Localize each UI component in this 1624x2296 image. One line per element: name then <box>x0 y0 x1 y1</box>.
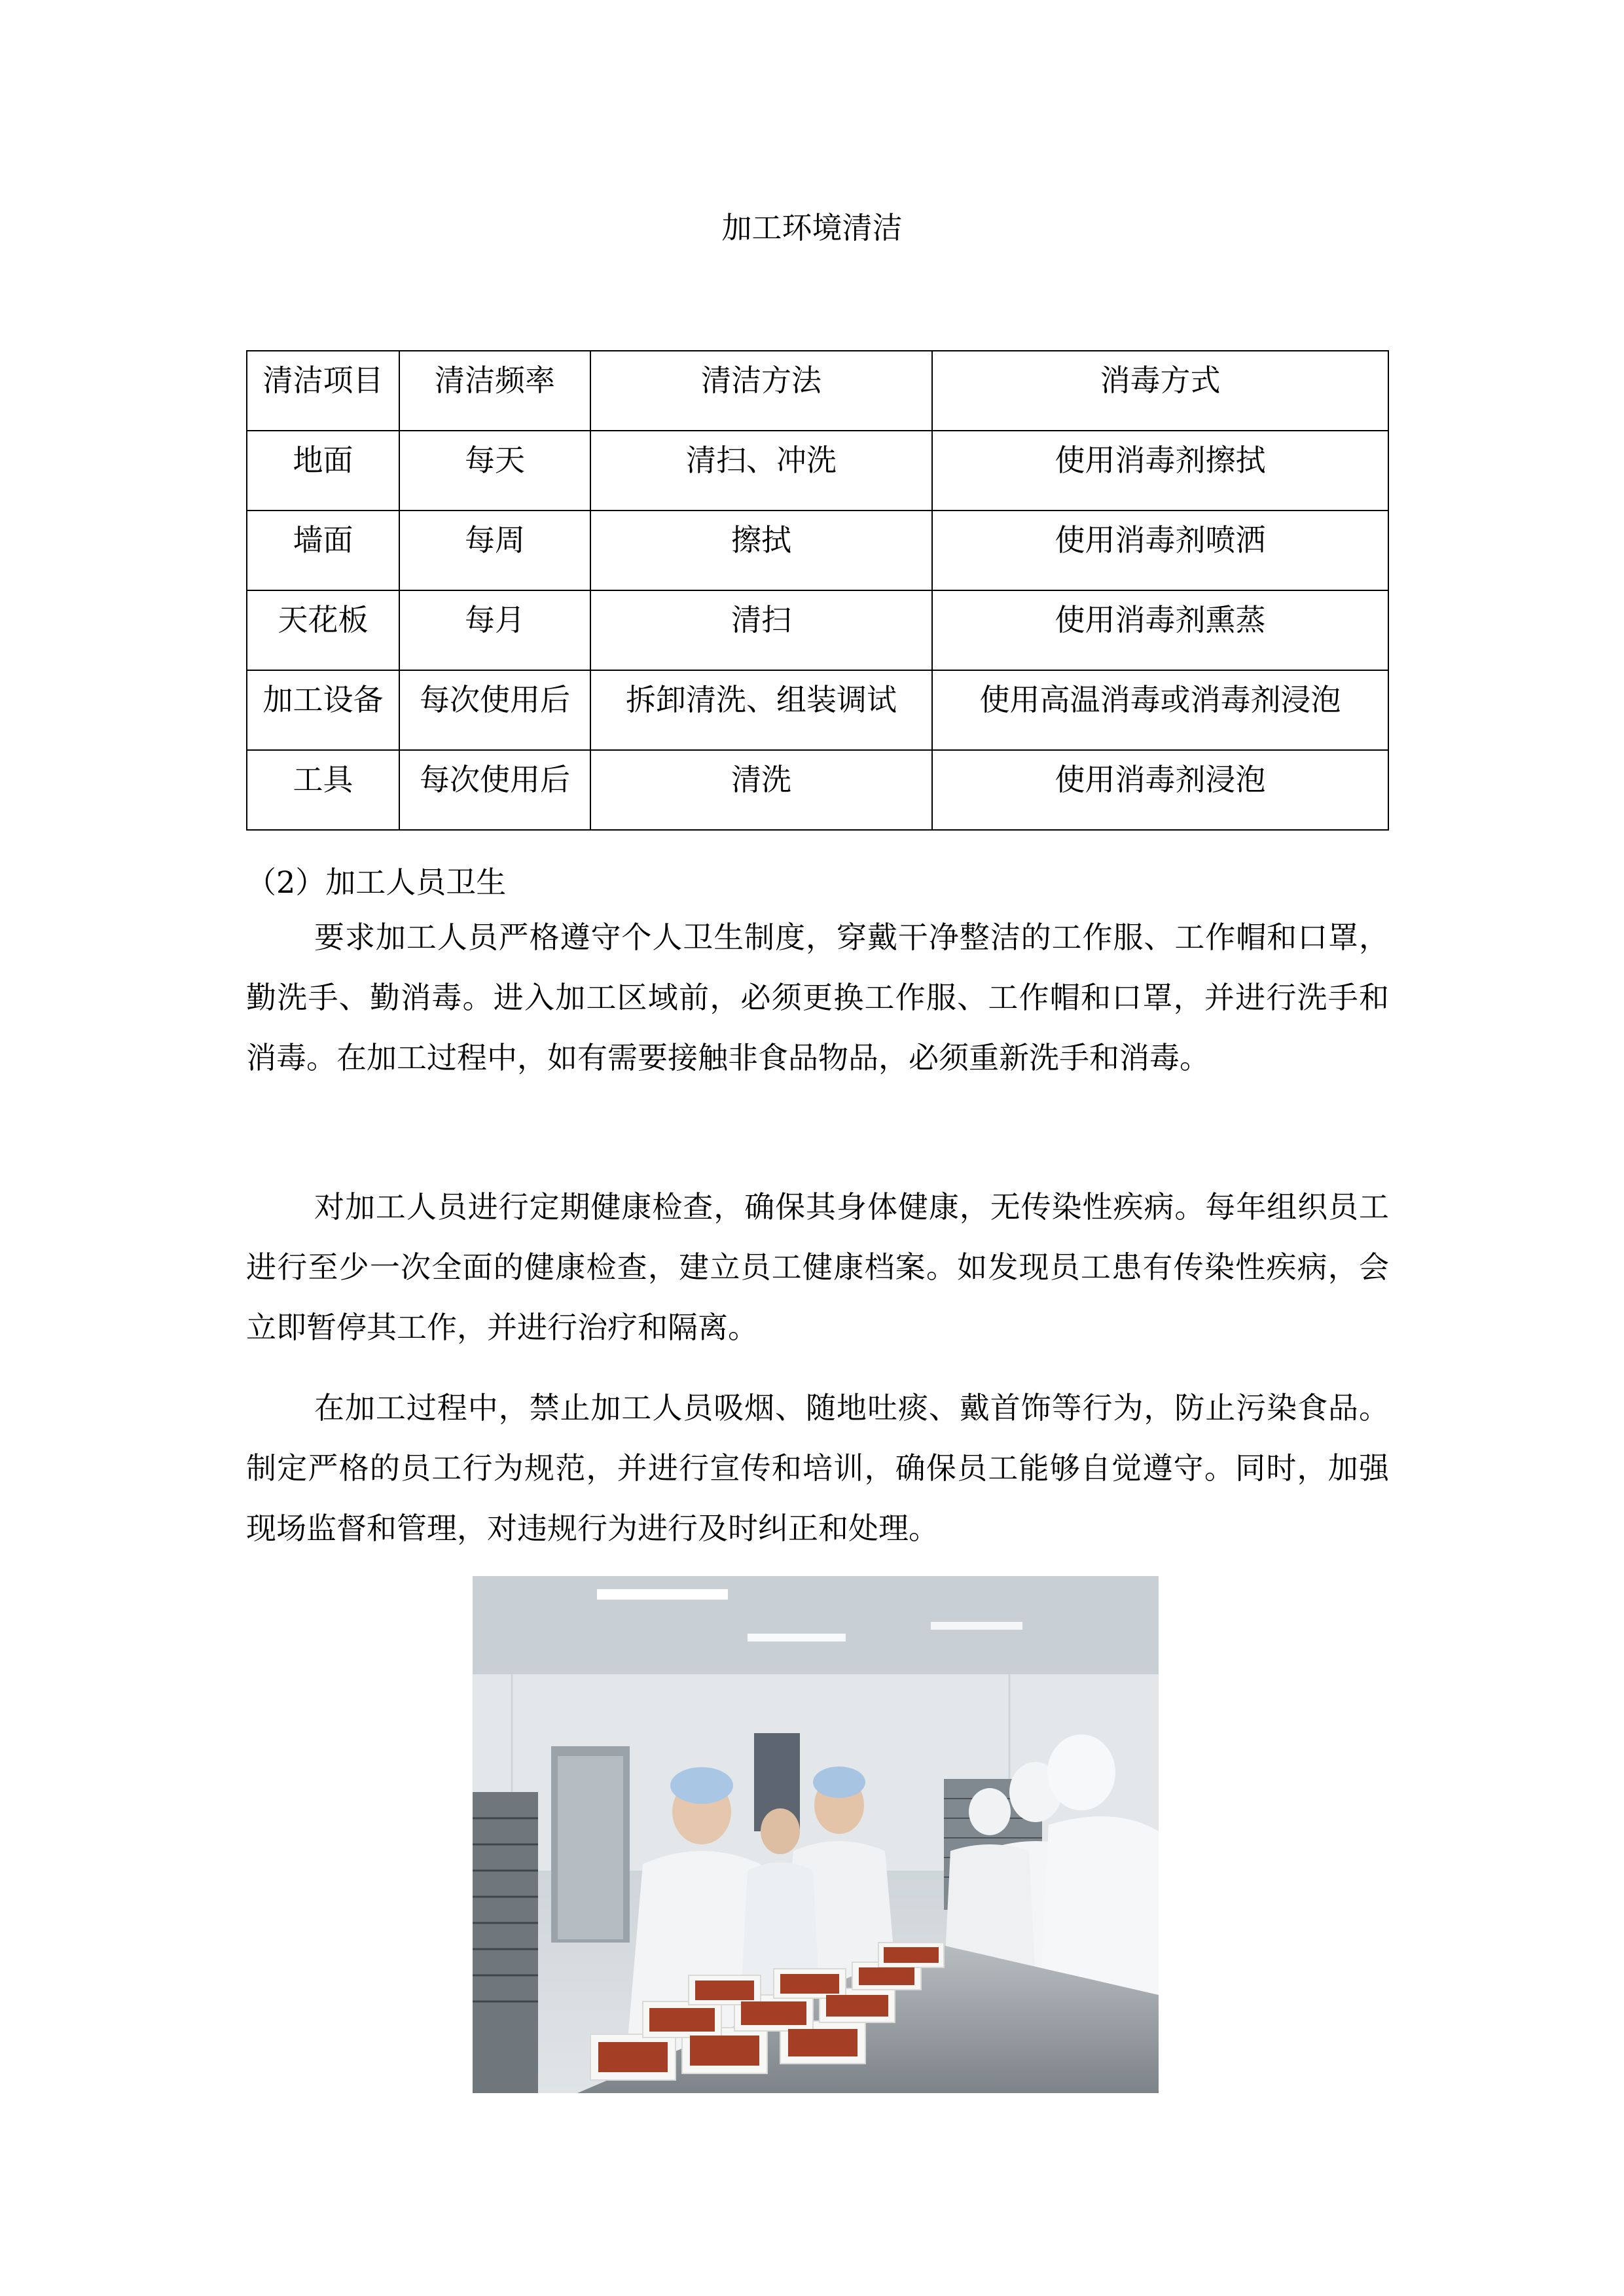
food-processing-photo <box>473 1576 1159 2093</box>
table-cell: 使用高温消毒或消毒剂浸泡 <box>932 670 1388 750</box>
table-cell: 每周 <box>399 511 590 590</box>
table-cell: 清洗 <box>590 750 932 830</box>
paragraph: 要求加工人员严格遵守个人卫生制度，穿戴干净整洁的工作服、工作帽和口罩，勤洗手、勤消毒。进入加工区域前，必须更换工作服、工作帽和口罩，并进行洗手和消毒。在加工过程中，如有需要接触非食品物品，必须重新洗手和消毒。 <box>246 920 1389 1075</box>
table-row <box>247 590 1388 670</box>
table-row <box>247 670 1388 750</box>
page-title: 加工环境清洁 <box>721 210 903 245</box>
table-row <box>247 431 1388 511</box>
table-cell: 清扫 <box>590 590 932 670</box>
table-cell: 使用消毒剂喷洒 <box>932 511 1388 590</box>
table-cell: 使用消毒剂擦拭 <box>932 431 1388 511</box>
table-cell: 清扫、冲洗 <box>590 431 932 511</box>
table-header-cell: 消毒方式 <box>932 351 1388 431</box>
table-cell: 擦拭 <box>590 511 932 590</box>
table-cell: 每次使用后 <box>399 750 590 830</box>
table-cell: 每月 <box>399 590 590 670</box>
table-cell: 工具 <box>247 750 399 830</box>
table-header-cell: 清洁项目 <box>247 351 399 431</box>
paragraph: 在加工过程中，禁止加工人员吸烟、随地吐痰、戴首饰等行为，防止污染食品。制定严格的员工行为规范，并进行宣传和培训，确保员工能够自觉遵守。同时，加强现场监督和管理，对违规行为进行及时纠正和处理。 <box>246 1390 1389 1546</box>
table-cell: 加工设备 <box>247 670 399 750</box>
table-cell: 使用消毒剂熏蒸 <box>932 590 1388 670</box>
table-cell: 每天 <box>399 431 590 511</box>
table-header-row <box>247 351 1388 431</box>
table-cell: 使用消毒剂浸泡 <box>932 750 1388 830</box>
table-header-cell: 清洁频率 <box>399 351 590 431</box>
table-cell: 每次使用后 <box>399 670 590 750</box>
table-cell: 拆卸清洗、组装调试 <box>590 670 932 750</box>
table-row <box>247 750 1388 830</box>
table-header-cell: 清洁方法 <box>590 351 932 431</box>
cleaning-table <box>246 350 1389 831</box>
table-cell: 墙面 <box>247 511 399 590</box>
table-cell: 地面 <box>247 431 399 511</box>
section-heading: （2）加工人员卫生 <box>246 865 507 900</box>
table-row <box>247 511 1388 590</box>
paragraph: 对加工人员进行定期健康检查，确保其身体健康，无传染性疾病。每年组织员工进行至少一次全面的健康检查，建立员工健康档案。如发现员工患有传染性疾病，会立即暂停其工作，并进行治疗和隔离。 <box>246 1189 1389 1345</box>
table-cell: 天花板 <box>247 590 399 670</box>
